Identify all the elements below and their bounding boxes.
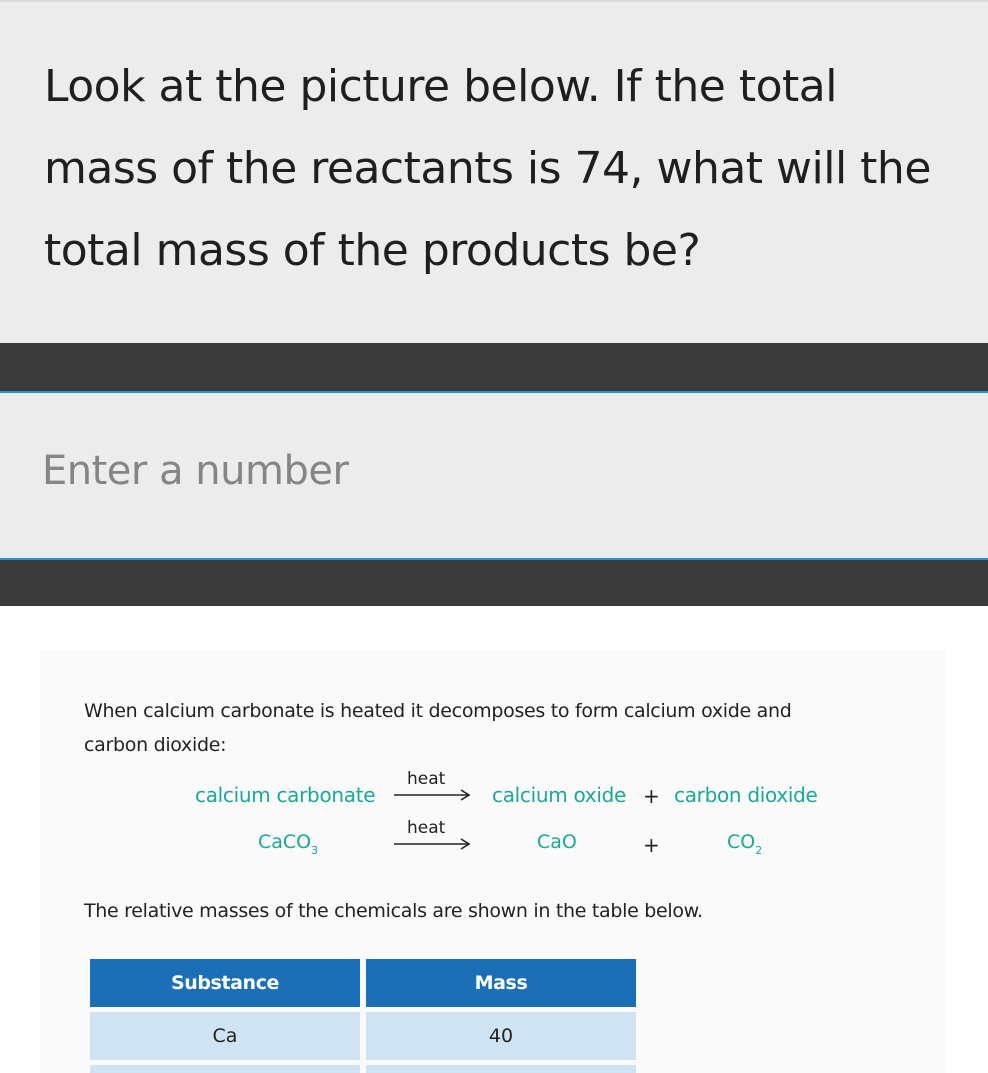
- question-text: [44, 46, 974, 292]
- question-panel: [0, 0, 988, 343]
- table-header-substance: Substance: [90, 959, 360, 1007]
- divider-bar-bottom: [0, 560, 988, 606]
- number-input[interactable]: [42, 431, 942, 511]
- symbol-arrow-icon: [394, 837, 472, 851]
- symbol-product-1: CaO: [537, 831, 577, 853]
- word-arrow-icon: [394, 788, 472, 802]
- word-reactant: calcium carbonate: [195, 783, 376, 807]
- intro-line-1: When calcium carbonate is heated it decomposes to form calcium oxide and: [84, 700, 792, 722]
- table-row-partial: [90, 1065, 360, 1073]
- answer-panel: [0, 391, 988, 560]
- symbol-product-2: $CO_2$: [727, 831, 763, 857]
- question-line-1: Look at the picture below. If the total: [44, 61, 837, 112]
- table-intro: The relative masses of the chemicals are shown in the table below.: [84, 900, 703, 922]
- word-product-1: calcium oxide: [492, 783, 626, 807]
- word-plus: +: [643, 784, 660, 808]
- intro-line-2: carbon dioxide:: [84, 734, 227, 756]
- table-header-mass: Mass: [366, 959, 636, 1007]
- divider-bar-top: [0, 343, 988, 391]
- table-cell-mass: 40: [366, 1012, 636, 1060]
- symbol-condition: heat: [407, 818, 446, 838]
- question-line-2: mass of the reactants is 74, what will the: [44, 143, 931, 194]
- question-line-3: total mass of the products be?: [44, 225, 701, 276]
- word-product-2: carbon dioxide: [674, 783, 818, 807]
- word-condition: heat: [407, 769, 446, 789]
- symbol-reactant: CaCO$_3$: [258, 831, 319, 857]
- table-row-partial: [366, 1065, 636, 1073]
- symbol-plus: +: [643, 833, 660, 857]
- question-figure: [40, 650, 945, 1073]
- table-cell-substance: Ca: [90, 1012, 360, 1060]
